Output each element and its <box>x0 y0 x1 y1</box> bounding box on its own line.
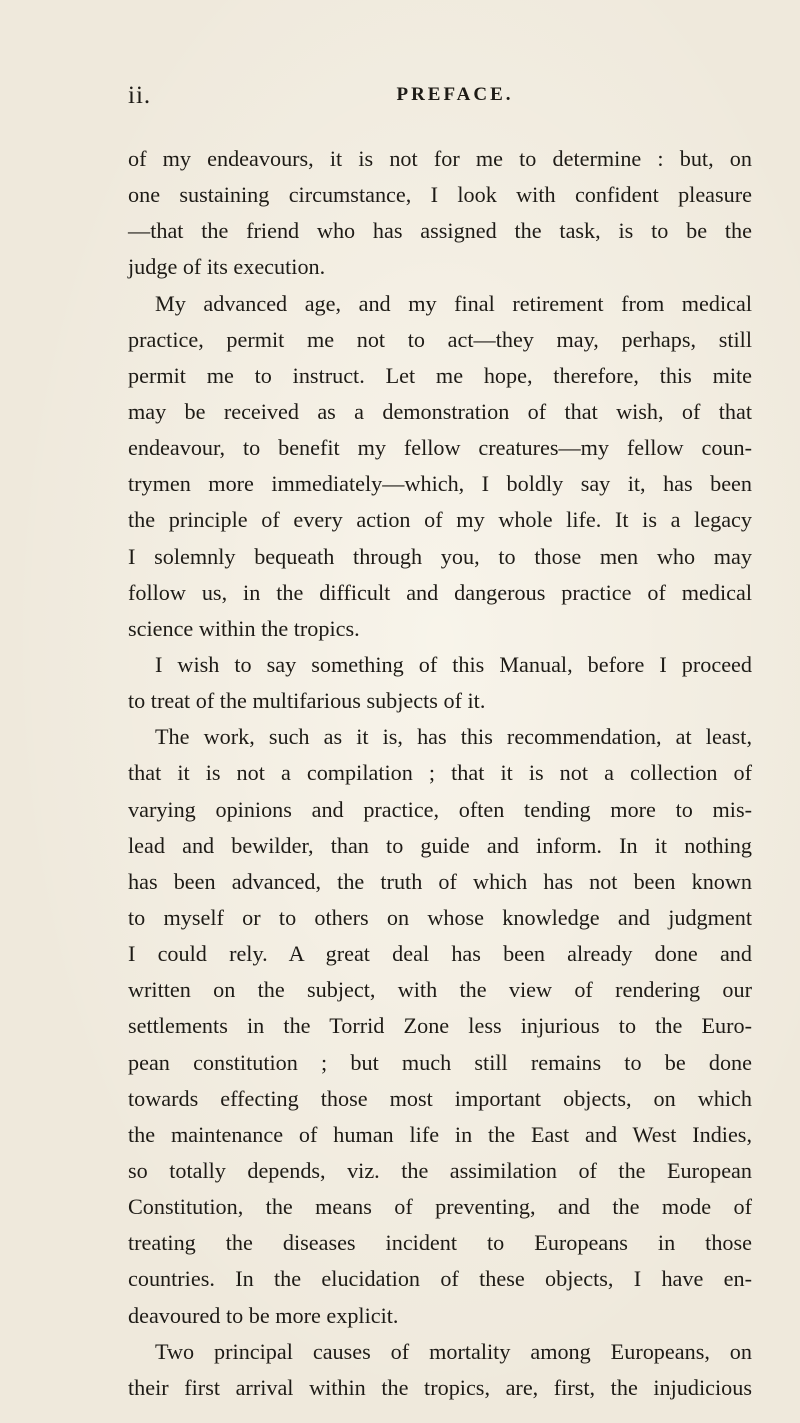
text-line: the principle of every action of my whole life. It is a legacy <box>128 507 752 533</box>
text-line: may be received as a demonstration of that wish, of that <box>128 398 752 424</box>
text-line: deavoured to be more explicit. <box>128 1302 399 1328</box>
text-line: I could rely. A great deal has been already done and <box>128 941 752 967</box>
text-line: —that the friend who has assigned the task, is to be the <box>128 218 752 244</box>
running-head <box>128 82 752 112</box>
text-line: the maintenance of human life in the East and West Indies, <box>128 1121 752 1147</box>
text-line: judge of its execution. <box>128 254 326 280</box>
text-line: that it is not a compilation ; that it is not a collection of <box>128 760 752 786</box>
text-line: towards effecting those most important objects, on which <box>128 1085 752 1111</box>
text-line: permit me to instruct. Let me hope, therefore, this mite <box>128 362 752 388</box>
text-line: written on the subject, with the view of rendering our <box>128 977 752 1003</box>
text-line: varying opinions and practice, often tending more to mis- <box>128 796 752 822</box>
text-line: their first arrival within the tropics, are, first, the injudicious <box>128 1374 752 1400</box>
text-line: follow us, in the difficult and dangerous practice of medical <box>128 579 752 605</box>
text-line: pean constitution ; but much still remains to be done <box>128 1049 752 1075</box>
text-line: I wish to say something of this Manual, before I proceed <box>155 651 752 677</box>
text-line: practice, permit me not to act—they may, perhaps, still <box>128 326 752 352</box>
text-line: endeavour, to benefit my fellow creatures—my fellow coun- <box>128 435 752 461</box>
text-line: Two principal causes of mortality among Europeans, on <box>155 1338 752 1364</box>
page-number: ii. <box>128 82 152 109</box>
body-text <box>128 141 752 1406</box>
text-line: lead and bewilder, than to guide and inform. In it nothing <box>128 832 752 858</box>
text-line: science within the tropics. <box>128 615 360 641</box>
text-line: My advanced age, and my final retirement from medical <box>155 290 752 316</box>
text-line: settlements in the Torrid Zone less injurious to the Euro- <box>128 1013 752 1039</box>
text-line: The work, such as it is, has this recommendation, at least, <box>155 724 752 750</box>
text-line: of my endeavours, it is not for me to determine : but, on <box>128 146 752 171</box>
text-line: I solemnly bequeath through you, to those men who may <box>128 543 752 569</box>
text-line: to treat of the multifarious subjects of it. <box>128 688 486 714</box>
text-line: countries. In the elucidation of these objects, I have en- <box>128 1266 752 1292</box>
text-line: Constitution, the means of preventing, and the mode of <box>128 1194 752 1220</box>
text-line: has been advanced, the truth of which has not been known <box>128 868 752 894</box>
text-line: one sustaining circumstance, I look with confident pleasure <box>128 182 752 208</box>
text-line: trymen more immediately—which, I boldly say it, has been <box>128 471 752 497</box>
text-line: so totally depends, viz. the assimilation of the European <box>128 1157 752 1183</box>
running-title: PREFACE. <box>396 84 514 105</box>
text-line: to myself or to others on whose knowledge and judgment <box>128 904 752 930</box>
text-line: treating the diseases incident to Europeans in those <box>128 1230 752 1256</box>
